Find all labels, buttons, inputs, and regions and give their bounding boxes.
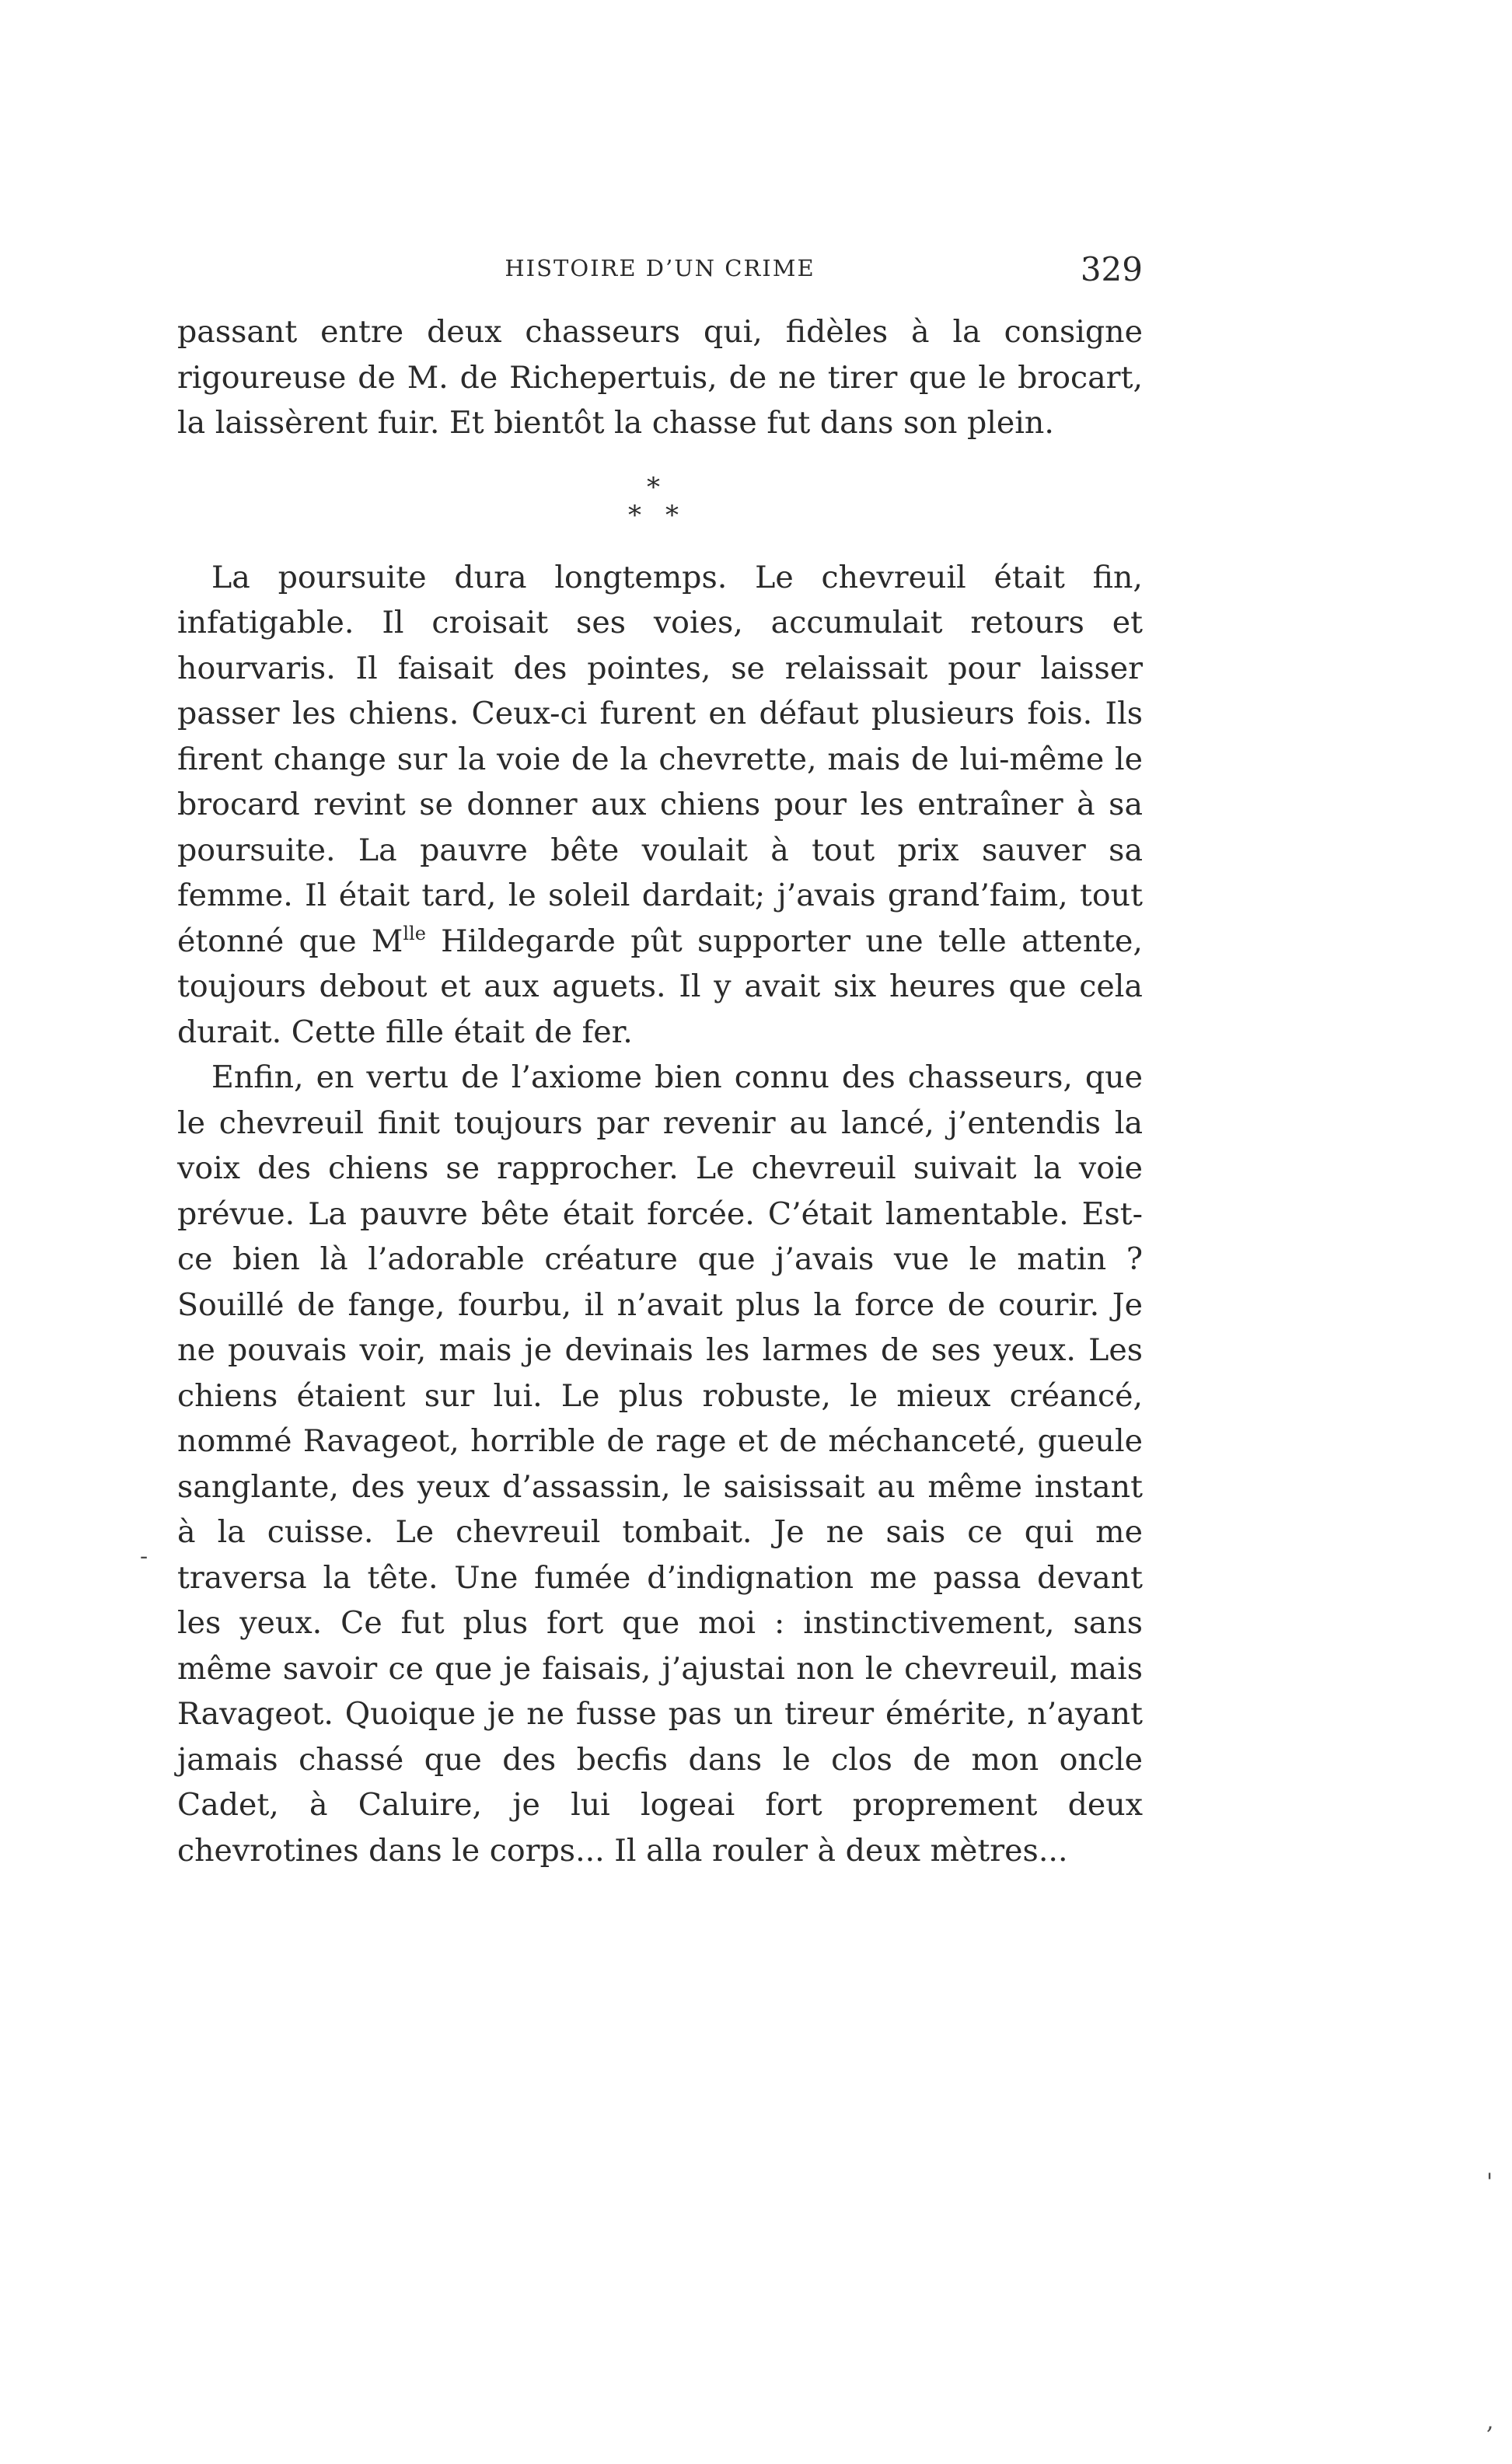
running-header: [177, 250, 1143, 297]
paragraph-pursuit: [177, 555, 1143, 1056]
paragraph-text: La poursuite dura longtemps. Le chevreuil était fin, infatigable. Il croisait ses voies, accumulait retours et hourvaris. Il faisait des pointes, se relaissait pour laisser passer les chiens. Ceux-ci furent en défaut plusieurs fois. Ils firent change sur la voie de la chevrette, mais de lui-même le brocard revint se donner aux chiens pour les entraîner à sa poursuite. La pauvre bête voulait à tout prix sauver sa femme. Il était tard, le soleil dardait; j’avais grand’faim, tout étonné que M: [177, 559, 1143, 959]
asterism-star: *: [647, 471, 660, 503]
edge-tick-mark: ': [1486, 2169, 1493, 2196]
paragraph-text: Hildegarde pût supporter une telle attente, toujours debout et aux aguets. Il y avait six heures que cela durait. Cette fille était de fer.: [177, 923, 1143, 1050]
running-title: HISTOIRE D’UN CRIME: [505, 255, 815, 281]
margin-dash-mark: -: [140, 1543, 148, 1570]
edge-comma-mark: ,: [1486, 2408, 1494, 2435]
section-break-asterism: [177, 468, 1143, 539]
paragraph-continued: passant entre deux chasseurs qui, fidèles à la consigne rigoureuse de M. de Richepertuis, de ne tirer que le brocart, la laissèrent fuir. Et bientôt la chasse fut dans son plein.: [177, 314, 1143, 441]
asterism-star: *: [665, 499, 679, 531]
paragraph-ending: Enfin, en vertu de l’axiome bien connu des chasseurs, que le chevreuil finit toujours par revenir au lancé, j’entendis la voix des chiens se rapprocher. Le chevreuil suivait la voie prévue. La pauvre bête était forcée. C’était lamentable. Est-ce bien là l’adorable créature que j’avais vue le matin ? Souillé de fange, fourbu, il n’avait plus la force de courir. Je ne pouvais voir, mais je devinais les larmes de ses yeux. Les chiens étaient sur lui. Le plus robuste, le mieux créancé, nommé Ravageot, horrible de rage et de méchanceté, gueule sanglante, des yeux d’assassin, le saisissait au même instant à la cuisse. Le chevreuil tombait. Je ne sais ce qui me traversa la tête. Une fumée d’indignation me passa devant les yeux. Ce fut plus fort que moi : instinctivement, sans même savoir ce que je faisais, j’ajustai non le chevreuil, mais Ravageot. Quoique je ne fusse pas un tireur émérite, n’ayant jamais chassé que des becfis dans le clos de mon oncle Cadet, à Caluire, je lui logeai fort proprement deux chevrotines dans le corps... Il alla rouler à deux mètres...: [177, 1059, 1143, 1869]
superscript-abbreviation: lle: [403, 922, 426, 944]
body-text: [177, 309, 1143, 1873]
asterism-star: *: [628, 499, 641, 531]
page-number: 329: [1080, 250, 1143, 288]
